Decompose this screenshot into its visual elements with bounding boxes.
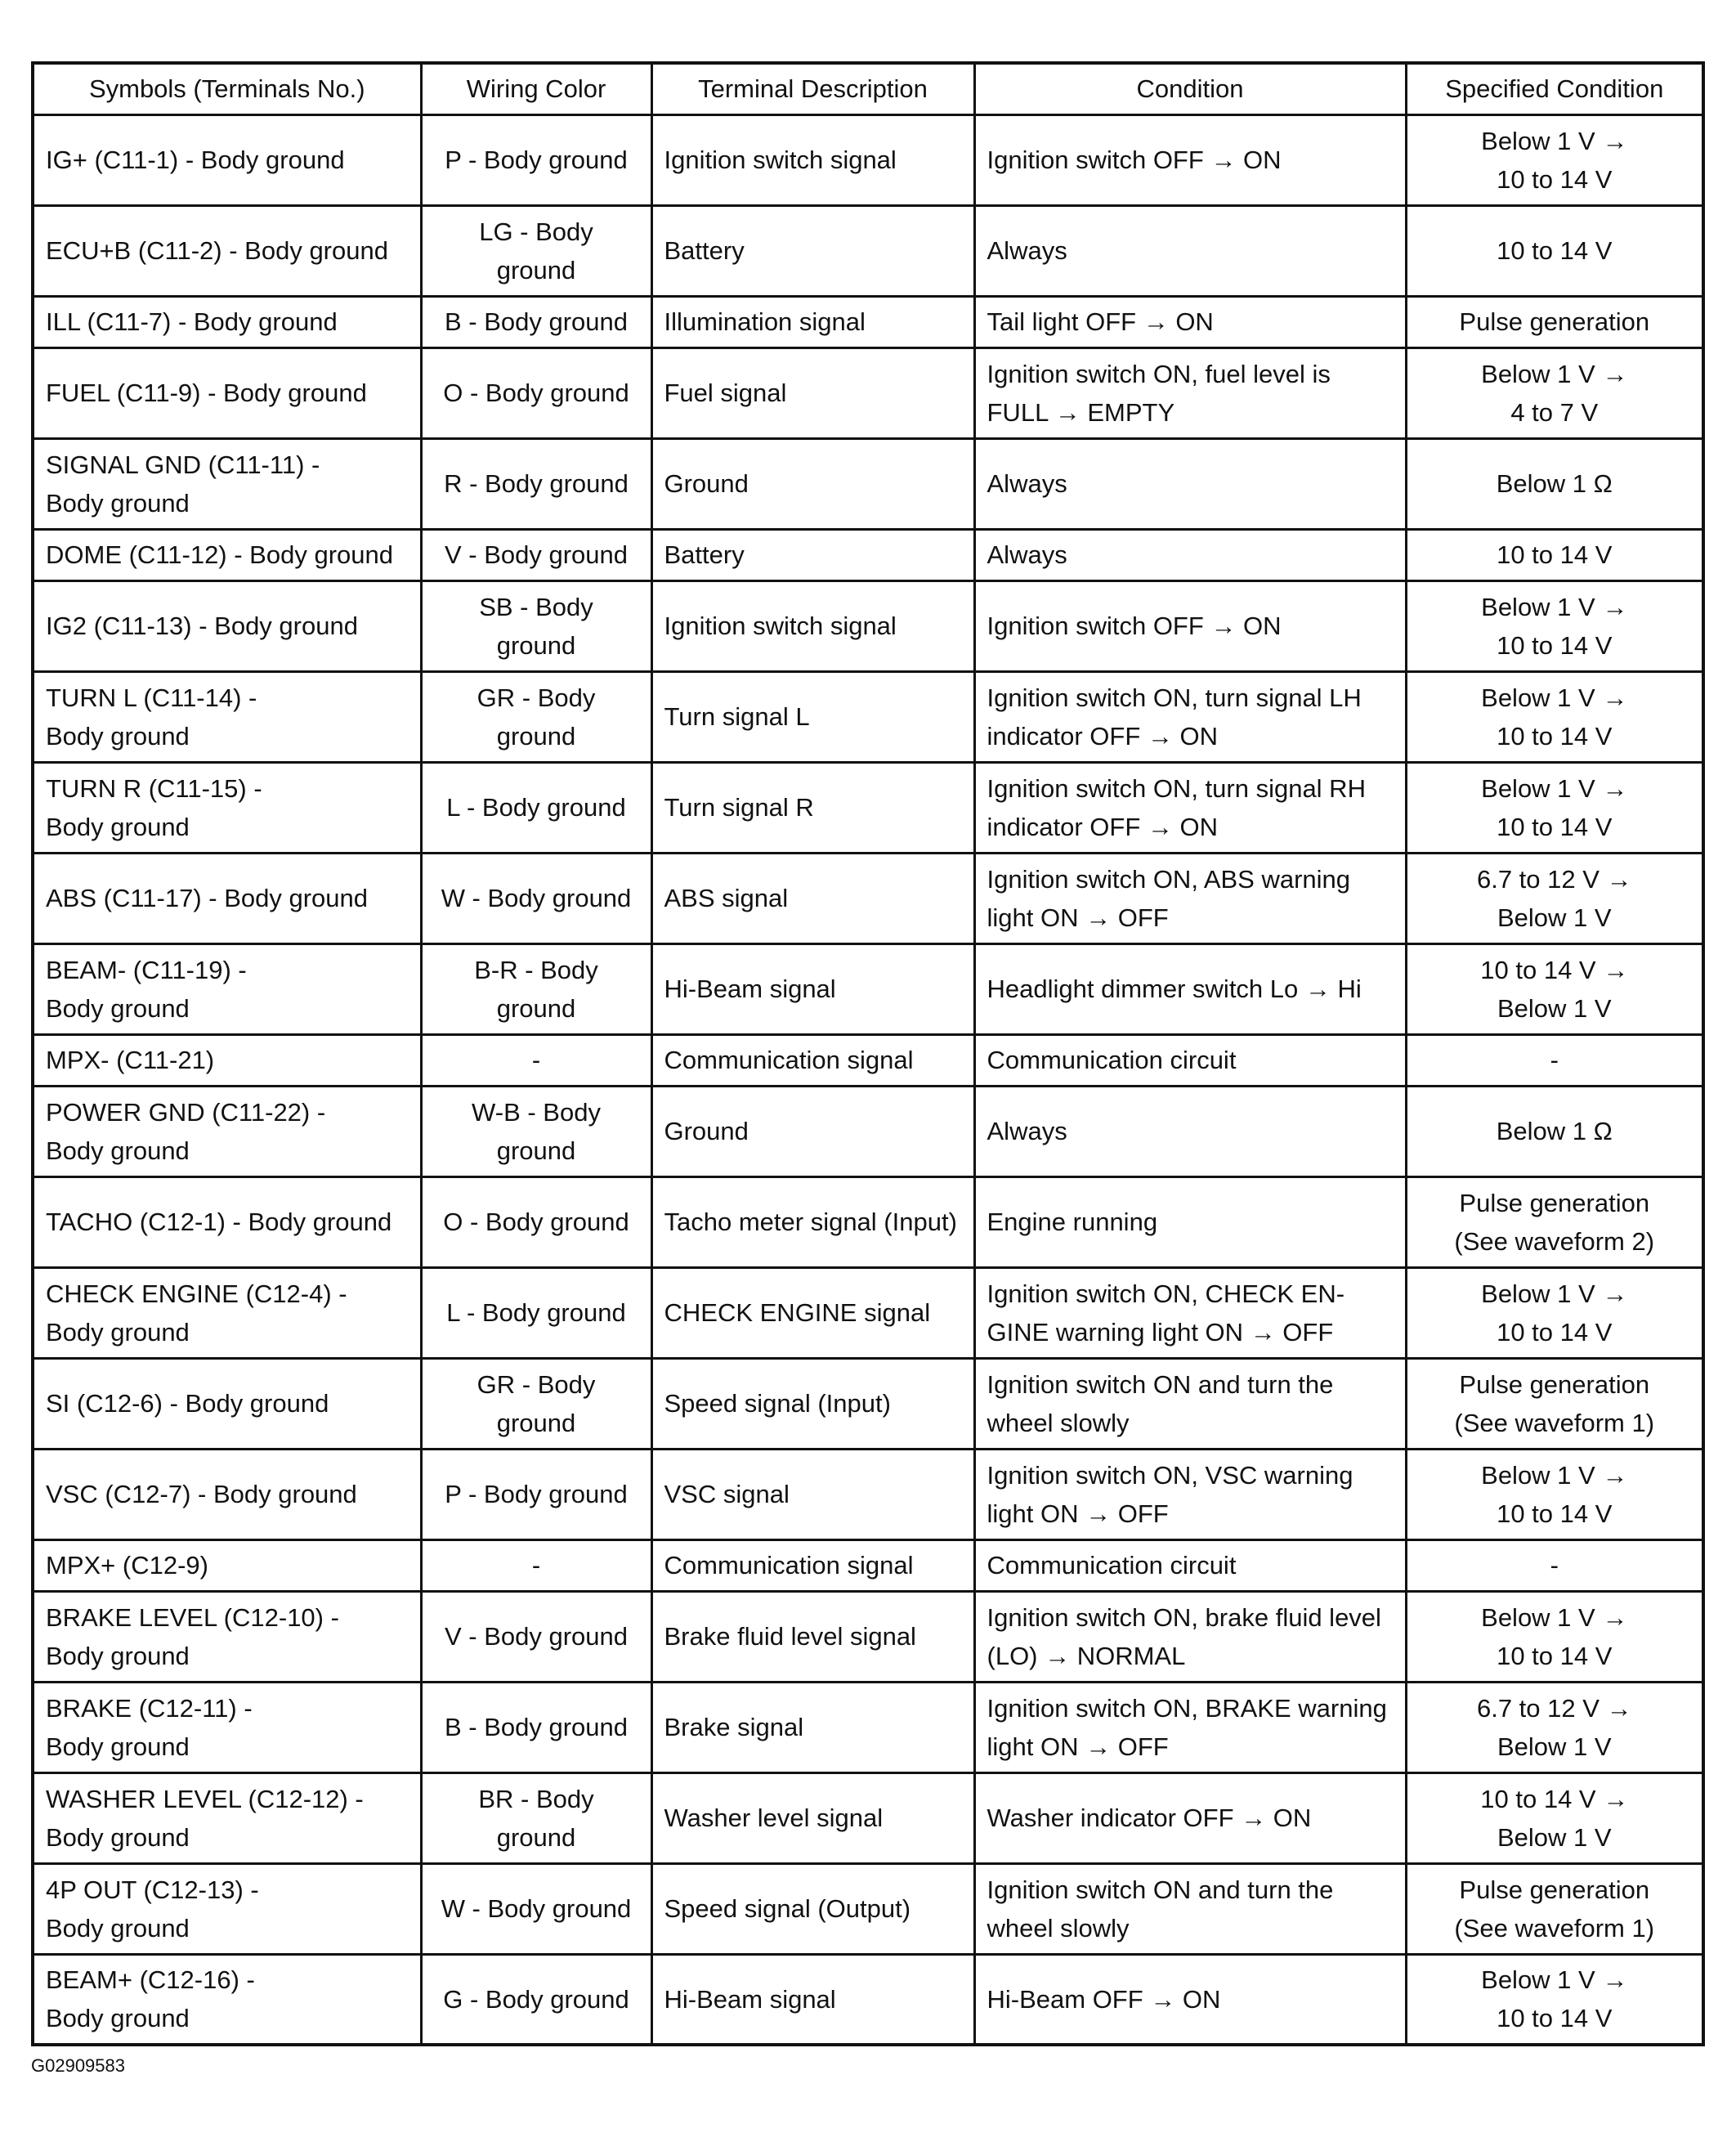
cell-terminal-description: ABS signal	[651, 853, 974, 943]
cell-condition: Ignition switch ON, BRAKE warning light ON → OFF	[974, 1682, 1406, 1772]
table-row	[33, 1034, 1703, 1086]
cell-condition: Ignition switch ON, turn signal LH indicator OFF → ON	[974, 671, 1406, 762]
table-row	[33, 205, 1703, 296]
cell-wiring-color: P - Body ground	[421, 114, 651, 205]
terminal-inspection-table	[31, 61, 1705, 2046]
cell-specified-condition: 6.7 to 12 V → Below 1 V	[1406, 1682, 1703, 1772]
cell-condition: Hi-Beam OFF → ON	[974, 1954, 1406, 2045]
cell-condition: Headlight dimmer switch Lo → Hi	[974, 943, 1406, 1034]
cell-condition: Always	[974, 205, 1406, 296]
cell-symbol: ECU+B (C11-2) - Body ground	[33, 205, 421, 296]
cell-specified-condition: Below 1 V → 10 to 14 V	[1406, 762, 1703, 853]
cell-condition: Ignition switch ON, fuel level is FULL → EMPTY	[974, 347, 1406, 438]
cell-symbol: BRAKE (C12-11) - Body ground	[33, 1682, 421, 1772]
cell-terminal-description: Ground	[651, 1086, 974, 1176]
cell-wiring-color: W - Body ground	[421, 853, 651, 943]
cell-terminal-description: Ignition switch signal	[651, 580, 974, 671]
cell-terminal-description: CHECK ENGINE signal	[651, 1267, 974, 1358]
cell-condition: Ignition switch ON and turn the wheel slowly	[974, 1863, 1406, 1954]
cell-symbol: 4P OUT (C12-13) - Body ground	[33, 1863, 421, 1954]
cell-terminal-description: Communication signal	[651, 1034, 974, 1086]
cell-condition: Tail light OFF → ON	[974, 296, 1406, 347]
cell-specified-condition: Below 1 V → 4 to 7 V	[1406, 347, 1703, 438]
cell-condition: Ignition switch ON, CHECK EN- GINE warning light ON → OFF	[974, 1267, 1406, 1358]
cell-specified-condition: 10 to 14 V → Below 1 V	[1406, 943, 1703, 1034]
cell-condition: Ignition switch ON, turn signal RH indicator OFF → ON	[974, 762, 1406, 853]
cell-symbol: BRAKE LEVEL (C12-10) - Body ground	[33, 1591, 421, 1682]
cell-terminal-description: Hi-Beam signal	[651, 1954, 974, 2045]
table-row	[33, 762, 1703, 853]
figure-id: G02909583	[31, 2055, 125, 2076]
cell-specified-condition: Below 1 Ω	[1406, 438, 1703, 529]
cell-condition: Communication circuit	[974, 1034, 1406, 1086]
cell-specified-condition: Below 1 V → 10 to 14 V	[1406, 1954, 1703, 2045]
cell-terminal-description: Communication signal	[651, 1539, 974, 1591]
cell-terminal-description: Turn signal L	[651, 671, 974, 762]
cell-specified-condition: Below 1 V → 10 to 14 V	[1406, 671, 1703, 762]
cell-specified-condition: Below 1 Ω	[1406, 1086, 1703, 1176]
cell-condition: Washer indicator OFF → ON	[974, 1772, 1406, 1863]
cell-wiring-color: L - Body ground	[421, 762, 651, 853]
header-wiring-color: Wiring Color	[421, 63, 651, 114]
cell-specified-condition: Below 1 V → 10 to 14 V	[1406, 114, 1703, 205]
table-row	[33, 1682, 1703, 1772]
cell-wiring-color: W-B - Body ground	[421, 1086, 651, 1176]
cell-wiring-color: O - Body ground	[421, 347, 651, 438]
cell-symbol: TACHO (C12-1) - Body ground	[33, 1176, 421, 1267]
table-row	[33, 1358, 1703, 1449]
cell-wiring-color: V - Body ground	[421, 529, 651, 580]
cell-terminal-description: Battery	[651, 529, 974, 580]
cell-specified-condition: Pulse generation (See waveform 1)	[1406, 1863, 1703, 1954]
cell-symbol: IG2 (C11-13) - Body ground	[33, 580, 421, 671]
header-symbols: Symbols (Terminals No.)	[33, 63, 421, 114]
cell-wiring-color: GR - Body ground	[421, 671, 651, 762]
cell-terminal-description: Speed signal (Input)	[651, 1358, 974, 1449]
cell-wiring-color: LG - Body ground	[421, 205, 651, 296]
cell-terminal-description: Ignition switch signal	[651, 114, 974, 205]
header-specified-condition: Specified Condition	[1406, 63, 1703, 114]
cell-condition: Ignition switch OFF → ON	[974, 580, 1406, 671]
cell-condition: Ignition switch ON, VSC warning light ON → OFF	[974, 1449, 1406, 1539]
cell-wiring-color: SB - Body ground	[421, 580, 651, 671]
cell-symbol: DOME (C11-12) - Body ground	[33, 529, 421, 580]
cell-wiring-color: P - Body ground	[421, 1449, 651, 1539]
cell-condition: Ignition switch ON and turn the wheel slowly	[974, 1358, 1406, 1449]
header-condition: Condition	[974, 63, 1406, 114]
cell-symbol: MPX+ (C12-9)	[33, 1539, 421, 1591]
cell-condition: Ignition switch ON, ABS warning light ON → OFF	[974, 853, 1406, 943]
cell-specified-condition: 6.7 to 12 V → Below 1 V	[1406, 853, 1703, 943]
table-row	[33, 853, 1703, 943]
cell-symbol: ABS (C11-17) - Body ground	[33, 853, 421, 943]
cell-specified-condition: 10 to 14 V	[1406, 529, 1703, 580]
cell-symbol: ILL (C11-7) - Body ground	[33, 296, 421, 347]
cell-wiring-color: V - Body ground	[421, 1591, 651, 1682]
cell-specified-condition: Pulse generation (See waveform 1)	[1406, 1358, 1703, 1449]
table-row	[33, 1591, 1703, 1682]
cell-terminal-description: Brake signal	[651, 1682, 974, 1772]
cell-condition: Engine running	[974, 1176, 1406, 1267]
table-row	[33, 671, 1703, 762]
cell-condition: Always	[974, 1086, 1406, 1176]
cell-specified-condition: Below 1 V → 10 to 14 V	[1406, 1449, 1703, 1539]
cell-symbol: VSC (C12-7) - Body ground	[33, 1449, 421, 1539]
cell-terminal-description: Hi-Beam signal	[651, 943, 974, 1034]
table-row	[33, 114, 1703, 205]
table-row	[33, 347, 1703, 438]
cell-terminal-description: Tacho meter signal (Input)	[651, 1176, 974, 1267]
table-header-row	[33, 63, 1703, 114]
table-row	[33, 943, 1703, 1034]
table-row	[33, 1954, 1703, 2045]
cell-wiring-color: G - Body ground	[421, 1954, 651, 2045]
cell-specified-condition: -	[1406, 1539, 1703, 1591]
table-row	[33, 1539, 1703, 1591]
cell-specified-condition: 10 to 14 V	[1406, 205, 1703, 296]
cell-terminal-description: Fuel signal	[651, 347, 974, 438]
cell-terminal-description: Ground	[651, 438, 974, 529]
cell-wiring-color: -	[421, 1034, 651, 1086]
cell-wiring-color: O - Body ground	[421, 1176, 651, 1267]
cell-wiring-color: -	[421, 1539, 651, 1591]
cell-symbol: BEAM+ (C12-16) - Body ground	[33, 1954, 421, 2045]
cell-condition: Always	[974, 438, 1406, 529]
cell-terminal-description: Turn signal R	[651, 762, 974, 853]
cell-wiring-color: W - Body ground	[421, 1863, 651, 1954]
cell-wiring-color: B-R - Body ground	[421, 943, 651, 1034]
cell-terminal-description: Speed signal (Output)	[651, 1863, 974, 1954]
cell-terminal-description: VSC signal	[651, 1449, 974, 1539]
header-terminal-description: Terminal Description	[651, 63, 974, 114]
table-row	[33, 529, 1703, 580]
cell-wiring-color: B - Body ground	[421, 296, 651, 347]
table-row	[33, 1449, 1703, 1539]
cell-specified-condition: -	[1406, 1034, 1703, 1086]
cell-terminal-description: Battery	[651, 205, 974, 296]
cell-condition: Ignition switch ON, brake fluid level (LO) → NORMAL	[974, 1591, 1406, 1682]
cell-symbol: BEAM- (C11-19) - Body ground	[33, 943, 421, 1034]
cell-specified-condition: Below 1 V → 10 to 14 V	[1406, 1591, 1703, 1682]
cell-condition: Ignition switch OFF → ON	[974, 114, 1406, 205]
cell-wiring-color: L - Body ground	[421, 1267, 651, 1358]
cell-symbol: POWER GND (C11-22) - Body ground	[33, 1086, 421, 1176]
cell-terminal-description: Brake fluid level signal	[651, 1591, 974, 1682]
cell-terminal-description: Illumination signal	[651, 296, 974, 347]
table-row	[33, 438, 1703, 529]
cell-symbol: FUEL (C11-9) - Body ground	[33, 347, 421, 438]
cell-specified-condition: Below 1 V → 10 to 14 V	[1406, 580, 1703, 671]
cell-wiring-color: R - Body ground	[421, 438, 651, 529]
table-row	[33, 296, 1703, 347]
cell-condition: Communication circuit	[974, 1539, 1406, 1591]
cell-symbol: TURN R (C11-15) - Body ground	[33, 762, 421, 853]
cell-wiring-color: BR - Body ground	[421, 1772, 651, 1863]
table-row	[33, 1267, 1703, 1358]
cell-symbol: WASHER LEVEL (C12-12) - Body ground	[33, 1772, 421, 1863]
table-body	[33, 114, 1703, 2045]
cell-terminal-description: Washer level signal	[651, 1772, 974, 1863]
cell-specified-condition: 10 to 14 V → Below 1 V	[1406, 1772, 1703, 1863]
cell-wiring-color: GR - Body ground	[421, 1358, 651, 1449]
cell-symbol: TURN L (C11-14) - Body ground	[33, 671, 421, 762]
cell-specified-condition: Below 1 V → 10 to 14 V	[1406, 1267, 1703, 1358]
table-row	[33, 1176, 1703, 1267]
cell-symbol: SI (C12-6) - Body ground	[33, 1358, 421, 1449]
cell-symbol: CHECK ENGINE (C12-4) - Body ground	[33, 1267, 421, 1358]
table-row	[33, 580, 1703, 671]
cell-condition: Always	[974, 529, 1406, 580]
cell-symbol: IG+ (C11-1) - Body ground	[33, 114, 421, 205]
cell-symbol: SIGNAL GND (C11-11) - Body ground	[33, 438, 421, 529]
table-row	[33, 1863, 1703, 1954]
cell-symbol: MPX- (C11-21)	[33, 1034, 421, 1086]
table-row	[33, 1086, 1703, 1176]
cell-specified-condition: Pulse generation	[1406, 296, 1703, 347]
cell-wiring-color: B - Body ground	[421, 1682, 651, 1772]
table-row	[33, 1772, 1703, 1863]
cell-specified-condition: Pulse generation (See waveform 2)	[1406, 1176, 1703, 1267]
